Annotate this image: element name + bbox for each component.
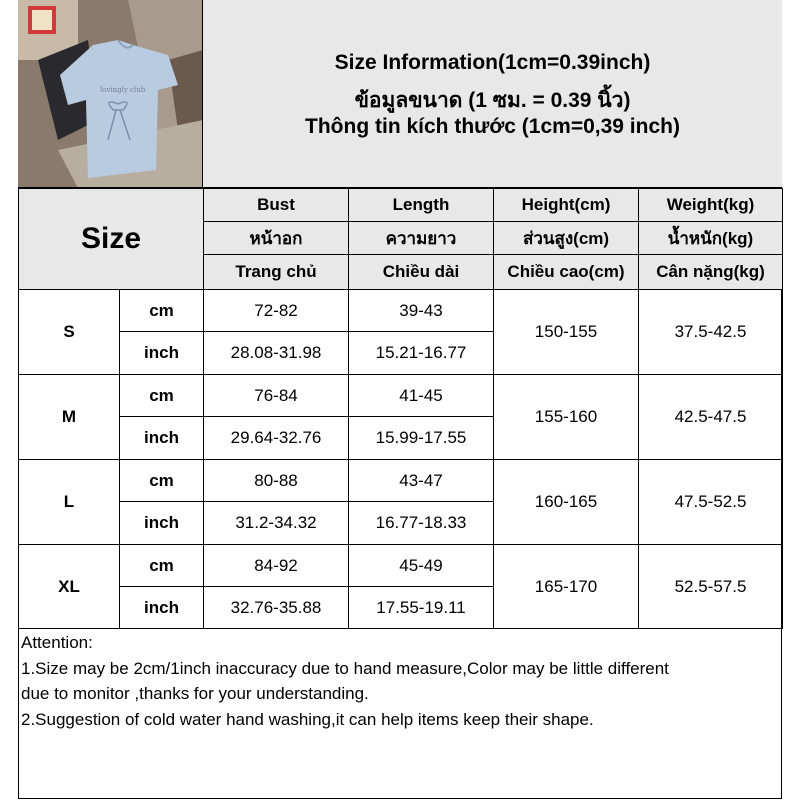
height-cell: 155-160 <box>494 375 639 460</box>
column-header-height-vi: Chiều cao(cm) <box>494 255 639 290</box>
bust-inch-cell: 32.76-35.88 <box>204 587 349 629</box>
length-inch-cell: 16.77-18.33 <box>349 502 494 545</box>
height-cell: 165-170 <box>494 545 639 629</box>
column-header-weight-th: น้ำหนัก(kg) <box>639 222 783 255</box>
column-header-height-th: ส่วนสูง(cm) <box>494 222 639 255</box>
unit-label: inch <box>120 332 204 375</box>
length-inch-cell: 17.55-19.11 <box>349 587 494 629</box>
product-photo-illustration <box>18 0 203 188</box>
size-table <box>18 188 783 629</box>
table-row <box>19 375 783 417</box>
unit-label: inch <box>120 587 204 629</box>
svg-text:lovingly club: lovingly club <box>100 86 146 94</box>
size-label: S <box>19 290 120 375</box>
bust-inch-cell: 31.2-34.32 <box>204 502 349 545</box>
bust-cm-cell: 76-84 <box>204 375 349 417</box>
size-column-header: Size <box>19 189 204 290</box>
unit-label: cm <box>120 460 204 502</box>
bust-inch-cell: 28.08-31.98 <box>204 332 349 375</box>
column-header-length: Length <box>349 189 494 222</box>
title-english: Size Information(1cm=0.39inch) <box>334 51 651 74</box>
table-row <box>19 460 783 502</box>
title-vietnamese: Thông tin kích thước (1cm=0,39 inch) <box>305 115 680 138</box>
bust-inch-cell: 29.64-32.76 <box>204 417 349 460</box>
weight-cell: 47.5-52.5 <box>639 460 783 545</box>
weight-cell: 37.5-42.5 <box>639 290 783 375</box>
attention-notes <box>21 630 779 732</box>
size-label: XL <box>19 545 120 629</box>
size-label: L <box>19 460 120 545</box>
table-header-row <box>19 189 783 222</box>
unit-label: inch <box>120 502 204 545</box>
notes-line-1: 1.Size may be 2cm/1inch inaccuracy due to hand measure,Color may be little different <box>21 658 669 678</box>
product-photo <box>18 0 203 188</box>
length-inch-cell: 15.21-16.77 <box>349 332 494 375</box>
notes-title: Attention: <box>21 633 93 652</box>
length-cm-cell: 43-47 <box>349 460 494 502</box>
column-header-weight: Weight(kg) <box>639 189 783 222</box>
column-header-bust-th: หน้าอก <box>204 222 349 255</box>
column-header-bust-vi: Trang chủ <box>204 255 349 290</box>
table-row <box>19 545 783 587</box>
unit-label: cm <box>120 290 204 332</box>
bust-cm-cell: 80-88 <box>204 460 349 502</box>
column-header-bust: Bust <box>204 189 349 222</box>
height-cell: 160-165 <box>494 460 639 545</box>
table-row <box>19 290 783 332</box>
title-thai: ข้อมูลขนาด (1 ซม. = 0.39 นิ้ว) <box>354 89 631 112</box>
unit-label: cm <box>120 375 204 417</box>
length-cm-cell: 41-45 <box>349 375 494 417</box>
weight-cell: 52.5-57.5 <box>639 545 783 629</box>
unit-label: cm <box>120 545 204 587</box>
length-inch-cell: 15.99-17.55 <box>349 417 494 460</box>
unit-label: inch <box>120 417 204 460</box>
notes-line-3: 2.Suggestion of cold water hand washing,it can help items keep their shape. <box>21 709 594 729</box>
column-header-length-vi: Chiều dài <box>349 255 494 290</box>
length-cm-cell: 39-43 <box>349 290 494 332</box>
bust-cm-cell: 72-82 <box>204 290 349 332</box>
height-cell: 150-155 <box>494 290 639 375</box>
length-cm-cell: 45-49 <box>349 545 494 587</box>
column-header-length-th: ความยาว <box>349 222 494 255</box>
size-label: M <box>19 375 120 460</box>
notes-line-2: due to monitor ,thanks for your understanding. <box>21 684 369 703</box>
column-header-weight-vi: Cân nặng(kg) <box>639 255 783 290</box>
column-header-height: Height(cm) <box>494 189 639 222</box>
weight-cell: 42.5-47.5 <box>639 375 783 460</box>
bust-cm-cell: 84-92 <box>204 545 349 587</box>
